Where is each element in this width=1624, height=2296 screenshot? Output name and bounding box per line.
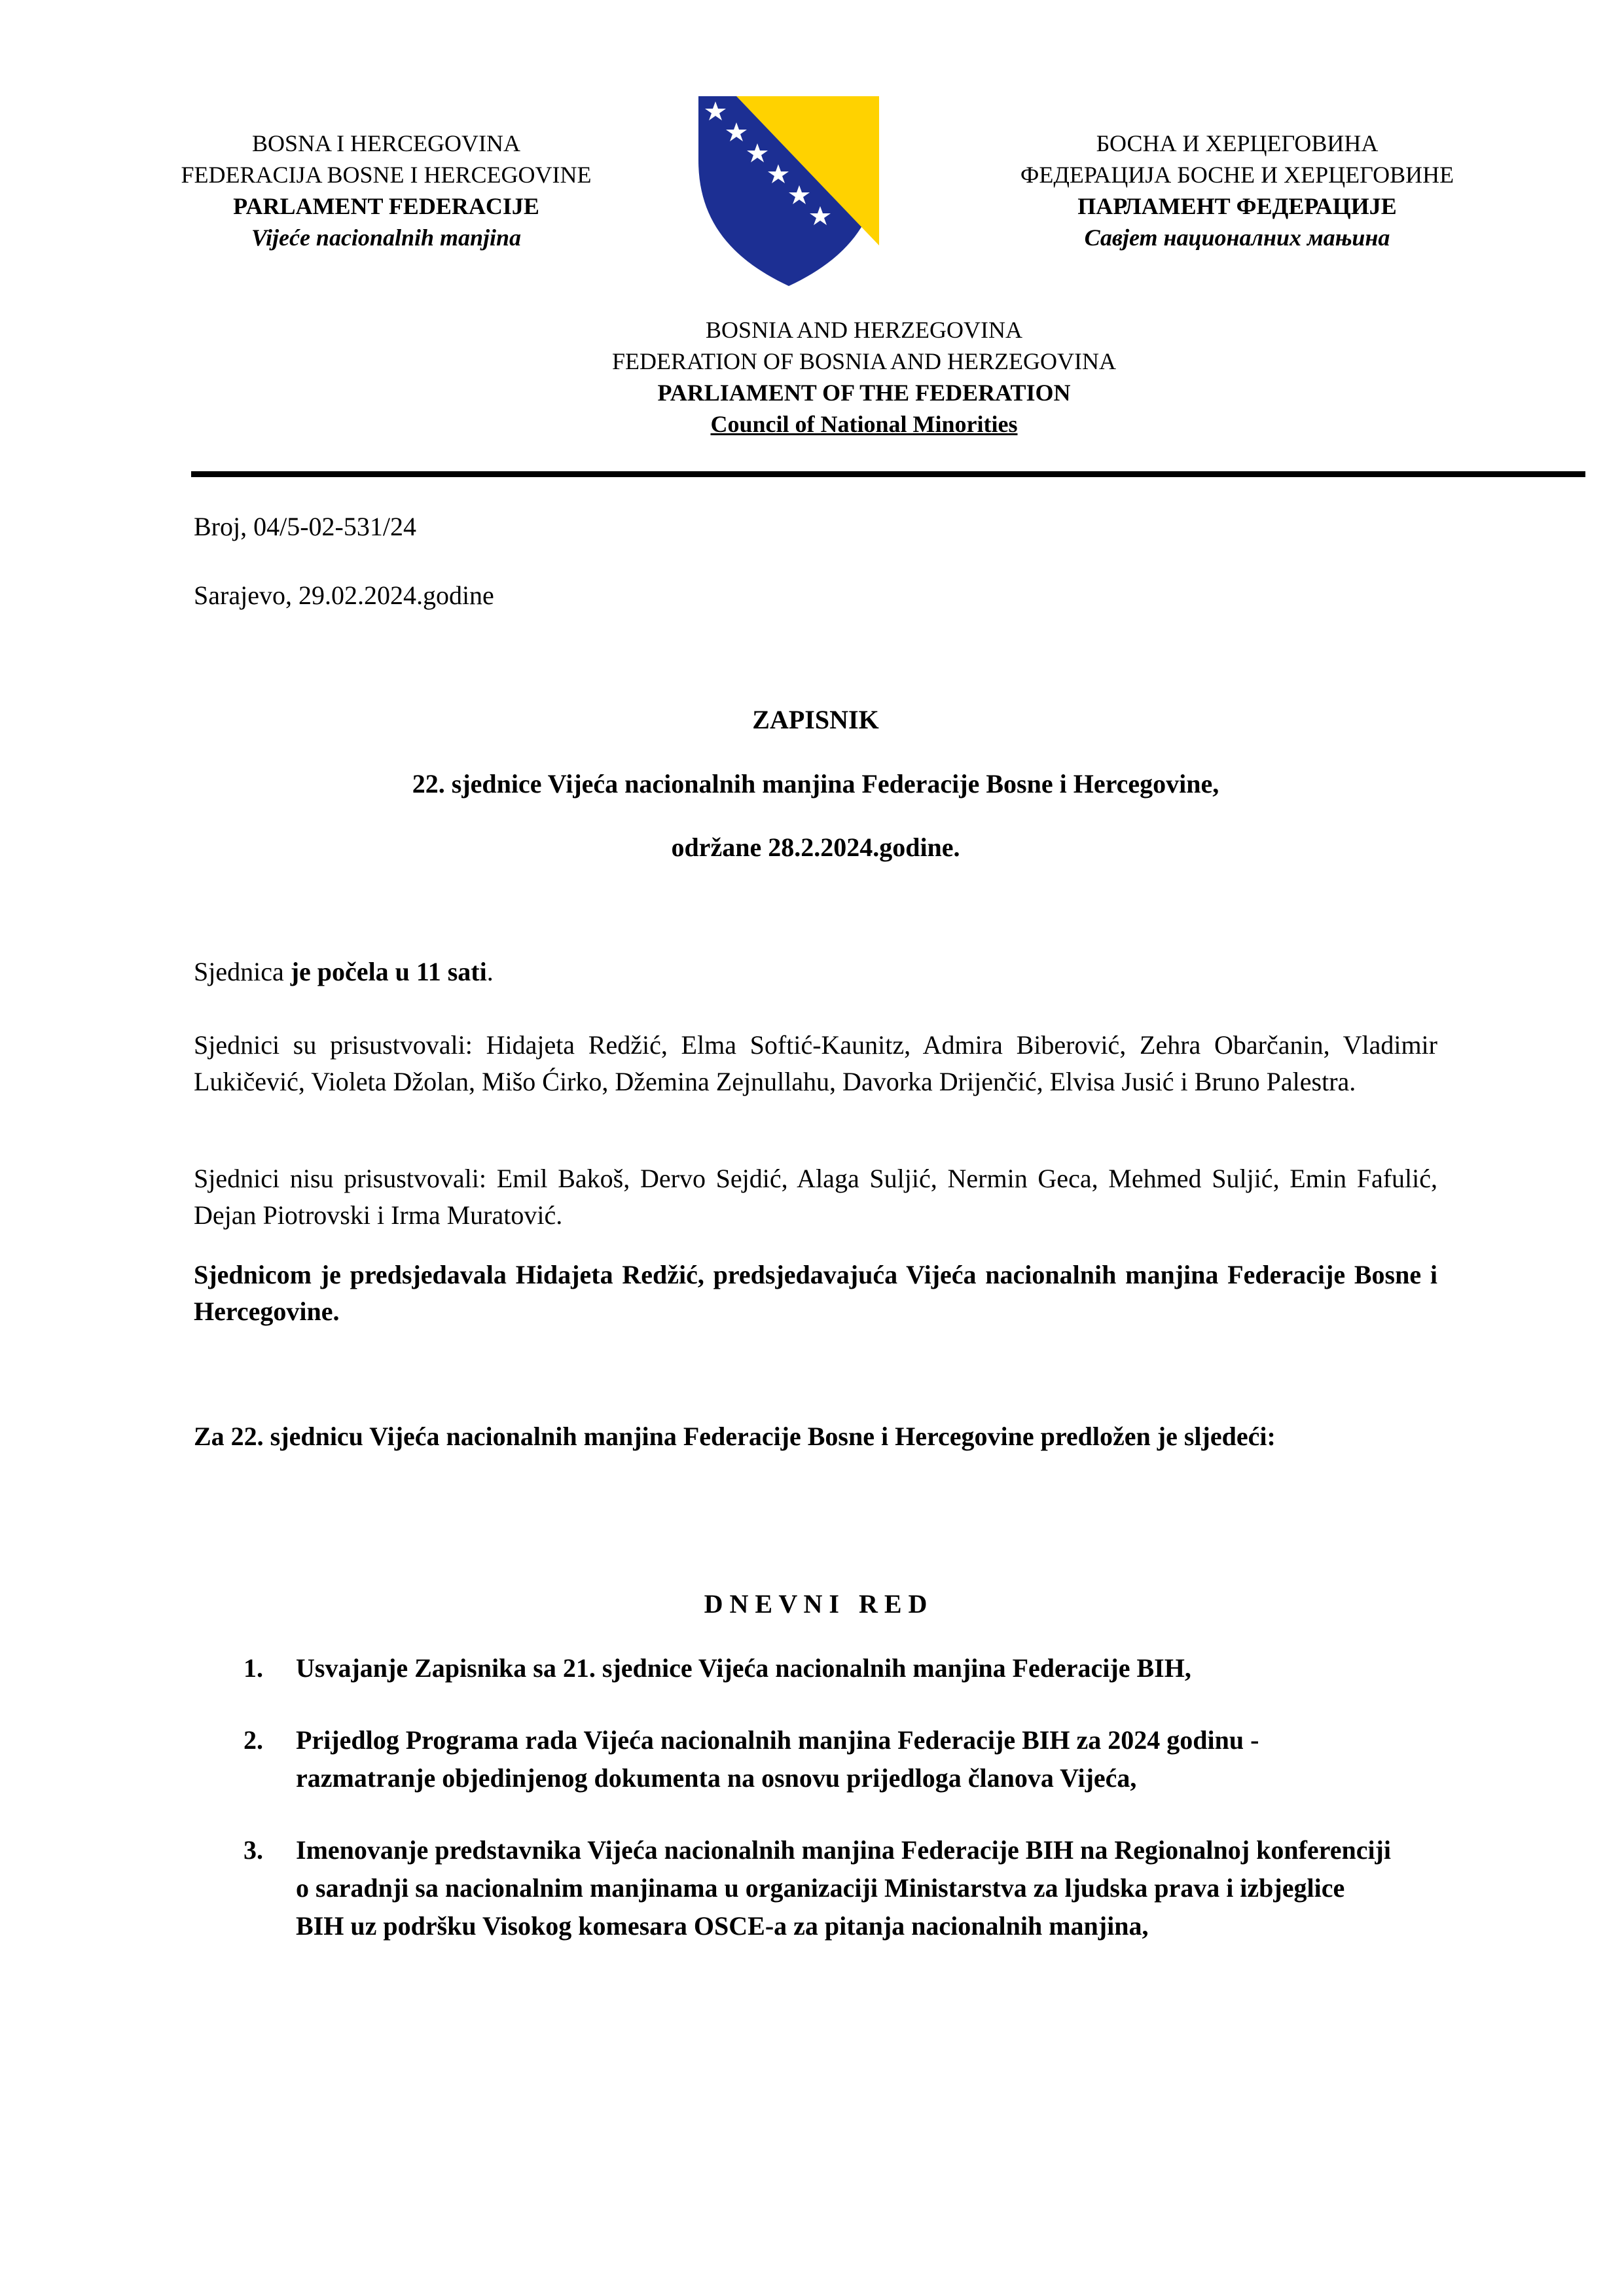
agenda-item-number: 1. — [244, 1653, 263, 1683]
header-right-country: БОСНА И ХЕРЦЕГОВИНА — [1096, 130, 1379, 156]
header-center-council: Council of National Minorities — [710, 411, 1018, 437]
document-title: ZAPISNIK — [752, 705, 879, 734]
agenda-item-text: Usvajanje Zapisnika sa 21. sjednice Vijeća nacionalnih manjina Federacije BIH, — [296, 1653, 1191, 1683]
header-center-country: BOSNIA AND HERZEGOVINA — [706, 317, 1022, 343]
session-start-prefix: Sjednica — [194, 957, 291, 986]
header-right-federation: ФЕДЕРАЦИЈА БОСНЕ И ХЕРЦЕГОВИНЕ — [1020, 162, 1454, 188]
session-start-suffix: . — [486, 957, 494, 986]
agenda-item — [244, 1649, 1396, 1687]
session-start — [194, 954, 1437, 990]
header-right-council: Савјет националних мањина — [1084, 224, 1390, 251]
agenda-item — [244, 1831, 1396, 1945]
header-center-block — [419, 314, 1309, 440]
attendees-present: Sjednici su prisustvovali: Hidajeta Redžić, Elma Softić-Kaunitz, Admira Biberović, Zehra Obarčanin, Vladimir Lukičević, Violeta Džolan, Mišo Ćirko, Džemina Zejnullahu, Davorka Drijenčić, Elvisa Jusić i Bruno Palestra. — [194, 1030, 1437, 1096]
agenda-item-number: 2. — [244, 1725, 263, 1755]
agenda-heading: D N E V N I R E D — [704, 1589, 928, 1619]
header-left-council: Vijeće nacionalnih manjina — [251, 224, 522, 251]
header-left-block — [98, 128, 674, 253]
document-subtitle: 22. sjednice Vijeća nacionalnih manjina Federacije Bosne i Hercegovine, — [412, 769, 1219, 798]
agenda-list — [244, 1649, 1396, 1979]
agenda-item-number: 3. — [244, 1835, 263, 1865]
header-divider — [191, 471, 1585, 477]
header-right-block — [929, 128, 1545, 253]
document-subtitle-date: održane 28.2.2024.godine. — [671, 833, 960, 862]
header-center-parliament: PARLIAMENT OF THE FEDERATION — [657, 380, 1071, 406]
attendees-absent: Sjednici nisu prisustvovali: Emil Bakoš, Dervo Sejdić, Alaga Suljić, Nermin Geca, Mehmed Suljić, Emin Fafulić, Dejan Piotrovski i Irma Muratović. — [194, 1164, 1437, 1230]
agenda-item — [244, 1721, 1396, 1797]
header-left-country: BOSNA I HERCEGOVINA — [251, 130, 520, 156]
header-center-federation: FEDERATION OF BOSNIA AND HERZEGOVINA — [611, 348, 1116, 374]
agenda-proposal: Za 22. sjednicu Vijeća nacionalnih manjina Federacije Bosne i Hercegovine predložen je sljedeći: — [194, 1422, 1276, 1451]
document-date: Sarajevo, 29.02.2024.godine — [194, 581, 494, 610]
header-left-federation: FEDERACIJA BOSNE I HERCEGOVINE — [181, 162, 592, 188]
session-chair: Sjednicom je predsjedavala Hidajeta Redžić, predsjedavajuća Vijeća nacionalnih manjina Federacije Bosne i Hercegovine. — [194, 1260, 1437, 1326]
document-number: Broj, 04/5-02-531/24 — [194, 512, 416, 541]
session-start-time: je počela u 11 sati — [290, 957, 487, 986]
header-left-parliament: PARLAMENT FEDERACIJE — [233, 193, 539, 219]
coat-of-arms-icon — [697, 95, 880, 287]
agenda-item-text: Prijedlog Programa rada Vijeća nacionalnih manjina Federacije BIH za 2024 godinu - razmatranje objedinjenog dokumenta na osnovu prijedloga članova Vijeća, — [296, 1725, 1259, 1793]
agenda-item-text: Imenovanje predstavnika Vijeća nacionalnih manjina Federacije BIH na Regionalnoj konferenciji o saradnji sa nacionalnim manjinama u organizaciji Ministarstva za ljudska prava i izbjeglice BIH uz podršku Visokog komesara OSCE-a za pitanja nacionalnih manjina, — [296, 1835, 1391, 1941]
header-right-parliament: ПАРЛАМЕНТ ФЕДЕРАЦИЈЕ — [1077, 193, 1397, 219]
